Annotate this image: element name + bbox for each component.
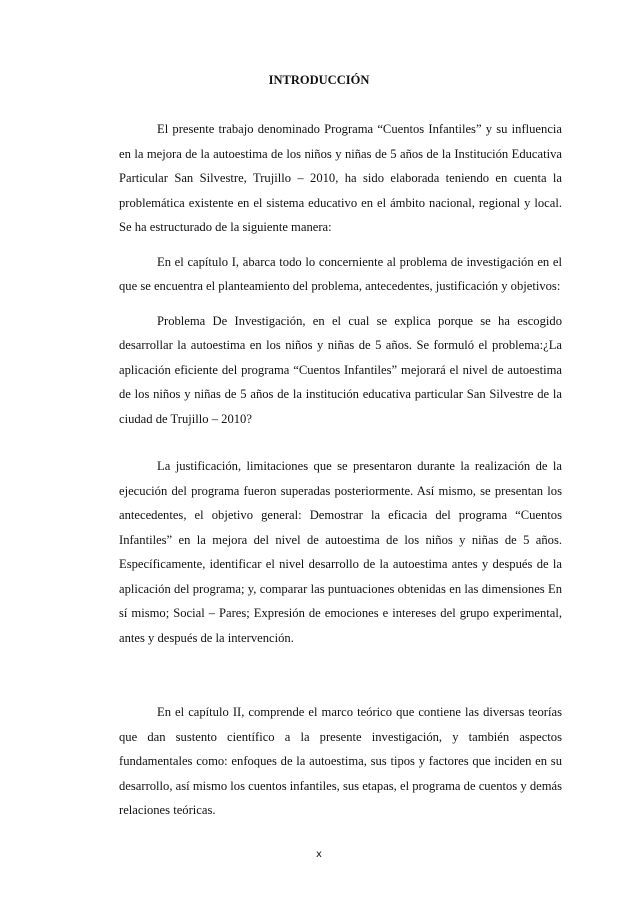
paragraph-chapter-1: En el capítulo I, abarca todo lo concerniente al problema de investigación en el que se encuentra el planteamiento del problema, antecedentes, justificación y objetivos: xyxy=(119,254,562,293)
page-number: x xyxy=(316,849,322,860)
page-title: INTRODUCCIÓN xyxy=(268,73,370,87)
paragraph-research-problem: Problema De Investigación, en el cual se explica porque se ha escogido desarrollar la autoestima en los niños y niñas de 5 años. Se formuló el problema:¿La aplicación eficiente del programa “Cuentos Infantiles” mejorará el nivel de autoestima de los niños y niñas de 5 años de la institución educativa particular San Silvestre de la ciudad de Trujillo – 2010? xyxy=(119,313,562,426)
paragraph-justification: La justificación, limitaciones que se presentaron durante la realización de la ejecución del programa fueron superadas posteriormente. Así mismo, se presentan los antecedentes, el objetivo general: Demostrar la eficacia del programa “Cuentos Infantiles” en la mejora del nivel de autoestima de los niños y niñas de 5 años. Específicamente, identificar el nivel desarrollo de la autoestima antes y después de la aplicación del programa; y, comparar las puntuaciones obtenidas en las dimensiones En sí mismo; Social – Pares; Expresión de emociones e intereses del grupo experimental, antes y después de la intervención. xyxy=(119,459,562,645)
paragraph-chapter-2: En el capítulo II, comprende el marco teórico que contiene las diversas teorías que dan sustento científico a la presente investigación, y también aspectos fundamentales como: enfoques de la autoestima, sus tipos y factores que inciden en su desarrollo, así mismo los cuentos infantiles, sus etapas, el programa de cuentos y demás relaciones teóricas. xyxy=(119,705,562,817)
paragraph-intro: El presente trabajo denominado Programa “Cuentos Infantiles” y su influencia en la mejora de la autoestima de los niños y niñas de 5 años de la Institución Educativa Particular San Silvestre, Trujillo – 2010, ha sido elaborada teniendo en cuenta la problemática existente en el sistema educativo en el ámbito nacional, regional y local. Se ha estructurado de la siguiente manera: xyxy=(119,122,562,234)
document-body xyxy=(119,117,562,823)
